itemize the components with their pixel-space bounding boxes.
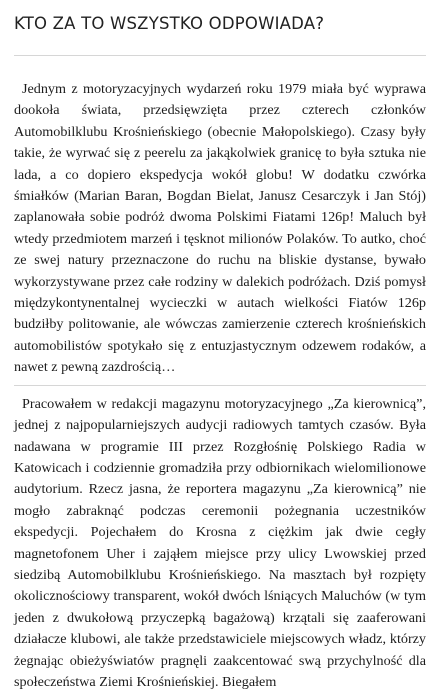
chapter-heading: KTO ZA TO WSZYSTKO ODPOWIADA? [14, 14, 325, 33]
article-body [14, 79, 426, 693]
paragraph-divider [14, 385, 426, 394]
paragraph: Jednym z motoryzacyjnych wydarzeń roku 1979 miała być wyprawa dookoła świata, przedsięwzięta przez czterech członków Automobilklubu Krośnieńskiego (obecnie Małopolskiego). Czasy były takie, że wyrwać się z peerelu za jakąkolwiek granicę to była sztuka nie lada, a co dopiero ekspedycja wokół globu! W dodatku czwórka śmiałków (Marian Baran, Bogdan Bielat, Janusz Cesarczyk i Jan Stój) zaplanowała sobie podróż dwoma Polskimi Fiatami 126p! Maluch był wtedy przedmiotem marzeń i tęsknot milionów Polaków. To autko, choć ze swej natury przeznaczone do ruchu na bliskie dystanse, bywało wykorzystywane przez całe rodziny w dalekich podróżach. Dziś pomysł międzykontynentalnej wycieczki w autach wielkości Fiatów 126p budziłby politowanie, ale wówczas zamierzenie czterech krośnieńskich automobilistów spotykało się z entuzjastycznym odzewem rodaków, a nawet z pewną zazdrością… [14, 81, 426, 376]
paragraph: Pracowałem w redakcji magazynu motoryzacyjnego „Za kierownicą”, jednej z najpopularniejszych audycji radiowych tamtych czasów. Była nadawana w programie III przez Rozgłośnię Polskiego Radia w Katowicach i codziennie gromadziła przy odbiornikach wielomilionowe audytorium. Rzecz jasna, że reportera magazynu „Za kierownicą” nie mogło zabraknąć podczas ceremonii pożegnania uczestników ekspedycji. Pojechałem do Krosna z ciężkim jak dwie cegły magnetofonem Uher i zająłem miejsce przy ulicy Lwowskiej przed siedzibą Automobilklubu Krośnieńskiego. Na masztach był rozpięty okolicznościowy transparent, wokół dwóch lśniących Maluchów (w tym jeden z dwukołową przyczepką bagażową) krzątali się zaaferowani działacze klubowi, ale także przedstawiciele miejscowych władz, którzy żegnając obieżyświatów pragnęli zaakcentować swą przychylność dla społeczeństwa Ziemi Krośnieńskiej. Biegałem [14, 395, 426, 690]
heading-divider [14, 55, 426, 56]
